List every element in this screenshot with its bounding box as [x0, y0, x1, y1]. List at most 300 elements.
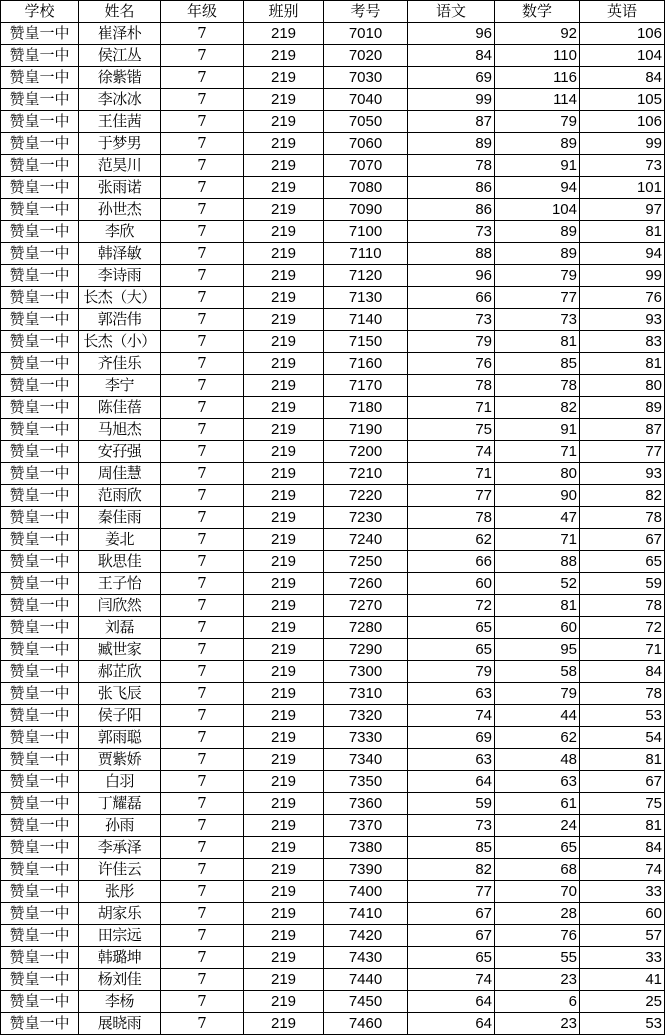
cell-grade[interactable]: 7: [161, 485, 244, 507]
cell-english[interactable]: 87: [580, 419, 665, 441]
cell-chinese[interactable]: 66: [408, 551, 495, 573]
cell-class[interactable]: 219: [244, 969, 324, 991]
cell-english[interactable]: 65: [580, 551, 665, 573]
cell-name[interactable]: 齐佳乐: [79, 353, 161, 375]
cell-chinese[interactable]: 79: [408, 331, 495, 353]
cell-math[interactable]: 48: [495, 749, 580, 771]
cell-grade[interactable]: 7: [161, 749, 244, 771]
cell-school[interactable]: 赞皇一中: [1, 353, 79, 375]
cell-school[interactable]: 赞皇一中: [1, 507, 79, 529]
cell-chinese[interactable]: 87: [408, 111, 495, 133]
cell-name[interactable]: 于梦男: [79, 133, 161, 155]
cell-math[interactable]: 89: [495, 243, 580, 265]
cell-school[interactable]: 赞皇一中: [1, 991, 79, 1013]
cell-name[interactable]: 姜北: [79, 529, 161, 551]
cell-school[interactable]: 赞皇一中: [1, 485, 79, 507]
cell-name[interactable]: 张彤: [79, 881, 161, 903]
cell-math[interactable]: 52: [495, 573, 580, 595]
cell-chinese[interactable]: 77: [408, 881, 495, 903]
cell-english[interactable]: 53: [580, 705, 665, 727]
cell-math[interactable]: 77: [495, 287, 580, 309]
cell-english[interactable]: 106: [580, 23, 665, 45]
cell-school[interactable]: 赞皇一中: [1, 89, 79, 111]
cell-class[interactable]: 219: [244, 287, 324, 309]
cell-exam-id[interactable]: 7210: [324, 463, 408, 485]
header-chinese[interactable]: 语文: [408, 1, 495, 23]
cell-school[interactable]: 赞皇一中: [1, 199, 79, 221]
cell-name[interactable]: 范昊川: [79, 155, 161, 177]
cell-math[interactable]: 55: [495, 947, 580, 969]
cell-exam-id[interactable]: 7290: [324, 639, 408, 661]
cell-exam-id[interactable]: 7370: [324, 815, 408, 837]
cell-name[interactable]: 孙雨: [79, 815, 161, 837]
cell-exam-id[interactable]: 7430: [324, 947, 408, 969]
cell-exam-id[interactable]: 7140: [324, 309, 408, 331]
cell-school[interactable]: 赞皇一中: [1, 309, 79, 331]
cell-school[interactable]: 赞皇一中: [1, 375, 79, 397]
cell-chinese[interactable]: 99: [408, 89, 495, 111]
cell-grade[interactable]: 7: [161, 903, 244, 925]
cell-grade[interactable]: 7: [161, 177, 244, 199]
cell-class[interactable]: 219: [244, 507, 324, 529]
cell-chinese[interactable]: 74: [408, 969, 495, 991]
cell-chinese[interactable]: 78: [408, 155, 495, 177]
cell-class[interactable]: 219: [244, 155, 324, 177]
cell-chinese[interactable]: 76: [408, 353, 495, 375]
cell-grade[interactable]: 7: [161, 727, 244, 749]
cell-english[interactable]: 105: [580, 89, 665, 111]
cell-grade[interactable]: 7: [161, 859, 244, 881]
cell-class[interactable]: 219: [244, 243, 324, 265]
cell-exam-id[interactable]: 7230: [324, 507, 408, 529]
cell-math[interactable]: 104: [495, 199, 580, 221]
cell-chinese[interactable]: 89: [408, 133, 495, 155]
cell-class[interactable]: 219: [244, 375, 324, 397]
cell-name[interactable]: 闫欣然: [79, 595, 161, 617]
cell-chinese[interactable]: 96: [408, 23, 495, 45]
cell-grade[interactable]: 7: [161, 375, 244, 397]
cell-english[interactable]: 77: [580, 441, 665, 463]
cell-class[interactable]: 219: [244, 45, 324, 67]
cell-chinese[interactable]: 64: [408, 1013, 495, 1035]
cell-english[interactable]: 25: [580, 991, 665, 1013]
cell-exam-id[interactable]: 7010: [324, 23, 408, 45]
cell-class[interactable]: 219: [244, 727, 324, 749]
cell-name[interactable]: 丁耀磊: [79, 793, 161, 815]
cell-english[interactable]: 94: [580, 243, 665, 265]
cell-grade[interactable]: 7: [161, 397, 244, 419]
cell-english[interactable]: 84: [580, 661, 665, 683]
cell-math[interactable]: 79: [495, 265, 580, 287]
header-grade[interactable]: 年级: [161, 1, 244, 23]
cell-math[interactable]: 116: [495, 67, 580, 89]
cell-english[interactable]: 33: [580, 881, 665, 903]
cell-grade[interactable]: 7: [161, 683, 244, 705]
cell-math[interactable]: 78: [495, 375, 580, 397]
cell-school[interactable]: 赞皇一中: [1, 441, 79, 463]
cell-name[interactable]: 郭浩伟: [79, 309, 161, 331]
cell-grade[interactable]: 7: [161, 529, 244, 551]
cell-english[interactable]: 99: [580, 133, 665, 155]
cell-math[interactable]: 80: [495, 463, 580, 485]
cell-english[interactable]: 78: [580, 507, 665, 529]
cell-english[interactable]: 74: [580, 859, 665, 881]
cell-name[interactable]: 长杰（大）: [79, 287, 161, 309]
cell-english[interactable]: 81: [580, 221, 665, 243]
cell-math[interactable]: 63: [495, 771, 580, 793]
cell-name[interactable]: 白羽: [79, 771, 161, 793]
cell-exam-id[interactable]: 7090: [324, 199, 408, 221]
cell-name[interactable]: 王子怡: [79, 573, 161, 595]
cell-class[interactable]: 219: [244, 617, 324, 639]
cell-school[interactable]: 赞皇一中: [1, 287, 79, 309]
cell-math[interactable]: 58: [495, 661, 580, 683]
cell-school[interactable]: 赞皇一中: [1, 397, 79, 419]
cell-name[interactable]: 李宁: [79, 375, 161, 397]
cell-grade[interactable]: 7: [161, 595, 244, 617]
cell-class[interactable]: 219: [244, 89, 324, 111]
cell-grade[interactable]: 7: [161, 287, 244, 309]
cell-exam-id[interactable]: 7130: [324, 287, 408, 309]
cell-english[interactable]: 59: [580, 573, 665, 595]
cell-school[interactable]: 赞皇一中: [1, 595, 79, 617]
cell-english[interactable]: 83: [580, 331, 665, 353]
cell-english[interactable]: 93: [580, 309, 665, 331]
cell-class[interactable]: 219: [244, 529, 324, 551]
cell-school[interactable]: 赞皇一中: [1, 793, 79, 815]
cell-grade[interactable]: 7: [161, 89, 244, 111]
cell-english[interactable]: 82: [580, 485, 665, 507]
cell-school[interactable]: 赞皇一中: [1, 463, 79, 485]
cell-class[interactable]: 219: [244, 705, 324, 727]
cell-name[interactable]: 杨刘佳: [79, 969, 161, 991]
cell-grade[interactable]: 7: [161, 947, 244, 969]
cell-math[interactable]: 89: [495, 133, 580, 155]
cell-chinese[interactable]: 66: [408, 287, 495, 309]
cell-class[interactable]: 219: [244, 683, 324, 705]
cell-class[interactable]: 219: [244, 199, 324, 221]
cell-class[interactable]: 219: [244, 1013, 324, 1035]
cell-math[interactable]: 70: [495, 881, 580, 903]
cell-school[interactable]: 赞皇一中: [1, 837, 79, 859]
cell-class[interactable]: 219: [244, 793, 324, 815]
cell-english[interactable]: 78: [580, 595, 665, 617]
cell-name[interactable]: 范雨欣: [79, 485, 161, 507]
cell-grade[interactable]: 7: [161, 771, 244, 793]
cell-math[interactable]: 60: [495, 617, 580, 639]
cell-school[interactable]: 赞皇一中: [1, 551, 79, 573]
cell-math[interactable]: 24: [495, 815, 580, 837]
cell-grade[interactable]: 7: [161, 705, 244, 727]
cell-chinese[interactable]: 75: [408, 419, 495, 441]
cell-exam-id[interactable]: 7400: [324, 881, 408, 903]
cell-name[interactable]: 张飞辰: [79, 683, 161, 705]
cell-grade[interactable]: 7: [161, 573, 244, 595]
cell-exam-id[interactable]: 7310: [324, 683, 408, 705]
cell-school[interactable]: 赞皇一中: [1, 969, 79, 991]
cell-class[interactable]: 219: [244, 573, 324, 595]
cell-school[interactable]: 赞皇一中: [1, 221, 79, 243]
header-exam-id[interactable]: 考号: [324, 1, 408, 23]
cell-school[interactable]: 赞皇一中: [1, 881, 79, 903]
cell-math[interactable]: 85: [495, 353, 580, 375]
cell-grade[interactable]: 7: [161, 507, 244, 529]
cell-class[interactable]: 219: [244, 815, 324, 837]
cell-exam-id[interactable]: 7050: [324, 111, 408, 133]
cell-grade[interactable]: 7: [161, 969, 244, 991]
cell-name[interactable]: 孙世杰: [79, 199, 161, 221]
cell-grade[interactable]: 7: [161, 881, 244, 903]
cell-grade[interactable]: 7: [161, 551, 244, 573]
cell-english[interactable]: 93: [580, 463, 665, 485]
cell-english[interactable]: 106: [580, 111, 665, 133]
cell-chinese[interactable]: 86: [408, 199, 495, 221]
cell-chinese[interactable]: 67: [408, 925, 495, 947]
header-school[interactable]: 学校: [1, 1, 79, 23]
cell-english[interactable]: 84: [580, 67, 665, 89]
cell-school[interactable]: 赞皇一中: [1, 573, 79, 595]
header-class[interactable]: 班别: [244, 1, 324, 23]
cell-grade[interactable]: 7: [161, 111, 244, 133]
cell-school[interactable]: 赞皇一中: [1, 23, 79, 45]
cell-chinese[interactable]: 79: [408, 661, 495, 683]
cell-grade[interactable]: 7: [161, 309, 244, 331]
cell-name[interactable]: 郝芷欣: [79, 661, 161, 683]
cell-chinese[interactable]: 64: [408, 991, 495, 1013]
cell-school[interactable]: 赞皇一中: [1, 705, 79, 727]
cell-english[interactable]: 73: [580, 155, 665, 177]
cell-exam-id[interactable]: 7100: [324, 221, 408, 243]
cell-chinese[interactable]: 65: [408, 639, 495, 661]
cell-class[interactable]: 219: [244, 661, 324, 683]
cell-class[interactable]: 219: [244, 771, 324, 793]
header-name[interactable]: 姓名: [79, 1, 161, 23]
cell-class[interactable]: 219: [244, 881, 324, 903]
cell-math[interactable]: 110: [495, 45, 580, 67]
cell-chinese[interactable]: 67: [408, 903, 495, 925]
cell-exam-id[interactable]: 7350: [324, 771, 408, 793]
cell-class[interactable]: 219: [244, 265, 324, 287]
cell-exam-id[interactable]: 7460: [324, 1013, 408, 1035]
cell-exam-id[interactable]: 7420: [324, 925, 408, 947]
cell-math[interactable]: 91: [495, 419, 580, 441]
cell-math[interactable]: 89: [495, 221, 580, 243]
cell-class[interactable]: 219: [244, 925, 324, 947]
cell-chinese[interactable]: 73: [408, 815, 495, 837]
cell-name[interactable]: 周佳慧: [79, 463, 161, 485]
cell-school[interactable]: 赞皇一中: [1, 331, 79, 353]
cell-english[interactable]: 53: [580, 1013, 665, 1035]
cell-chinese[interactable]: 85: [408, 837, 495, 859]
cell-english[interactable]: 33: [580, 947, 665, 969]
cell-english[interactable]: 54: [580, 727, 665, 749]
cell-school[interactable]: 赞皇一中: [1, 155, 79, 177]
cell-name[interactable]: 李欣: [79, 221, 161, 243]
cell-name[interactable]: 李承泽: [79, 837, 161, 859]
cell-math[interactable]: 79: [495, 683, 580, 705]
cell-name[interactable]: 田宗远: [79, 925, 161, 947]
cell-class[interactable]: 219: [244, 419, 324, 441]
cell-exam-id[interactable]: 7170: [324, 375, 408, 397]
cell-exam-id[interactable]: 7040: [324, 89, 408, 111]
cell-math[interactable]: 68: [495, 859, 580, 881]
cell-school[interactable]: 赞皇一中: [1, 727, 79, 749]
cell-exam-id[interactable]: 7190: [324, 419, 408, 441]
cell-name[interactable]: 安孖强: [79, 441, 161, 463]
cell-exam-id[interactable]: 7160: [324, 353, 408, 375]
cell-math[interactable]: 71: [495, 441, 580, 463]
cell-class[interactable]: 219: [244, 639, 324, 661]
cell-school[interactable]: 赞皇一中: [1, 815, 79, 837]
cell-chinese[interactable]: 69: [408, 67, 495, 89]
cell-exam-id[interactable]: 7120: [324, 265, 408, 287]
cell-name[interactable]: 李诗雨: [79, 265, 161, 287]
cell-chinese[interactable]: 59: [408, 793, 495, 815]
cell-school[interactable]: 赞皇一中: [1, 771, 79, 793]
cell-grade[interactable]: 7: [161, 331, 244, 353]
cell-math[interactable]: 65: [495, 837, 580, 859]
cell-english[interactable]: 72: [580, 617, 665, 639]
cell-grade[interactable]: 7: [161, 67, 244, 89]
cell-english[interactable]: 80: [580, 375, 665, 397]
cell-name[interactable]: 刘磊: [79, 617, 161, 639]
cell-school[interactable]: 赞皇一中: [1, 749, 79, 771]
cell-exam-id[interactable]: 7380: [324, 837, 408, 859]
cell-class[interactable]: 219: [244, 441, 324, 463]
cell-name[interactable]: 徐紫锴: [79, 67, 161, 89]
cell-class[interactable]: 219: [244, 331, 324, 353]
cell-name[interactable]: 贾紫娇: [79, 749, 161, 771]
cell-grade[interactable]: 7: [161, 639, 244, 661]
cell-name[interactable]: 李杨: [79, 991, 161, 1013]
cell-exam-id[interactable]: 7440: [324, 969, 408, 991]
cell-exam-id[interactable]: 7260: [324, 573, 408, 595]
cell-english[interactable]: 41: [580, 969, 665, 991]
cell-exam-id[interactable]: 7250: [324, 551, 408, 573]
cell-chinese[interactable]: 73: [408, 309, 495, 331]
cell-school[interactable]: 赞皇一中: [1, 925, 79, 947]
cell-exam-id[interactable]: 7060: [324, 133, 408, 155]
cell-english[interactable]: 60: [580, 903, 665, 925]
cell-grade[interactable]: 7: [161, 661, 244, 683]
cell-school[interactable]: 赞皇一中: [1, 243, 79, 265]
cell-exam-id[interactable]: 7030: [324, 67, 408, 89]
cell-english[interactable]: 67: [580, 529, 665, 551]
cell-chinese[interactable]: 63: [408, 749, 495, 771]
cell-chinese[interactable]: 72: [408, 595, 495, 617]
cell-math[interactable]: 94: [495, 177, 580, 199]
cell-exam-id[interactable]: 7390: [324, 859, 408, 881]
cell-grade[interactable]: 7: [161, 441, 244, 463]
cell-grade[interactable]: 7: [161, 23, 244, 45]
cell-chinese[interactable]: 73: [408, 221, 495, 243]
cell-math[interactable]: 71: [495, 529, 580, 551]
cell-math[interactable]: 28: [495, 903, 580, 925]
cell-school[interactable]: 赞皇一中: [1, 617, 79, 639]
cell-school[interactable]: 赞皇一中: [1, 419, 79, 441]
cell-english[interactable]: 71: [580, 639, 665, 661]
cell-exam-id[interactable]: 7180: [324, 397, 408, 419]
cell-chinese[interactable]: 71: [408, 463, 495, 485]
cell-english[interactable]: 89: [580, 397, 665, 419]
cell-math[interactable]: 114: [495, 89, 580, 111]
cell-math[interactable]: 88: [495, 551, 580, 573]
cell-exam-id[interactable]: 7150: [324, 331, 408, 353]
cell-english[interactable]: 99: [580, 265, 665, 287]
cell-school[interactable]: 赞皇一中: [1, 1013, 79, 1035]
cell-exam-id[interactable]: 7220: [324, 485, 408, 507]
cell-school[interactable]: 赞皇一中: [1, 45, 79, 67]
cell-grade[interactable]: 7: [161, 419, 244, 441]
cell-chinese[interactable]: 64: [408, 771, 495, 793]
cell-chinese[interactable]: 65: [408, 617, 495, 639]
cell-class[interactable]: 219: [244, 177, 324, 199]
cell-grade[interactable]: 7: [161, 199, 244, 221]
cell-class[interactable]: 219: [244, 111, 324, 133]
cell-name[interactable]: 胡家乐: [79, 903, 161, 925]
cell-english[interactable]: 76: [580, 287, 665, 309]
cell-school[interactable]: 赞皇一中: [1, 947, 79, 969]
cell-math[interactable]: 82: [495, 397, 580, 419]
cell-grade[interactable]: 7: [161, 991, 244, 1013]
cell-class[interactable]: 219: [244, 749, 324, 771]
cell-name[interactable]: 臧世家: [79, 639, 161, 661]
cell-english[interactable]: 84: [580, 837, 665, 859]
cell-english[interactable]: 104: [580, 45, 665, 67]
cell-exam-id[interactable]: 7080: [324, 177, 408, 199]
cell-name[interactable]: 李冰冰: [79, 89, 161, 111]
cell-chinese[interactable]: 78: [408, 375, 495, 397]
cell-math[interactable]: 81: [495, 595, 580, 617]
cell-grade[interactable]: 7: [161, 243, 244, 265]
cell-math[interactable]: 95: [495, 639, 580, 661]
cell-class[interactable]: 219: [244, 595, 324, 617]
cell-class[interactable]: 219: [244, 947, 324, 969]
cell-exam-id[interactable]: 7270: [324, 595, 408, 617]
cell-math[interactable]: 81: [495, 331, 580, 353]
cell-school[interactable]: 赞皇一中: [1, 265, 79, 287]
cell-chinese[interactable]: 62: [408, 529, 495, 551]
cell-exam-id[interactable]: 7200: [324, 441, 408, 463]
cell-name[interactable]: 王佳茜: [79, 111, 161, 133]
cell-exam-id[interactable]: 7110: [324, 243, 408, 265]
cell-math[interactable]: 62: [495, 727, 580, 749]
cell-class[interactable]: 219: [244, 67, 324, 89]
cell-grade[interactable]: 7: [161, 463, 244, 485]
cell-math[interactable]: 90: [495, 485, 580, 507]
cell-name[interactable]: 展晓雨: [79, 1013, 161, 1035]
cell-english[interactable]: 75: [580, 793, 665, 815]
cell-class[interactable]: 219: [244, 133, 324, 155]
cell-grade[interactable]: 7: [161, 45, 244, 67]
cell-class[interactable]: 219: [244, 353, 324, 375]
cell-chinese[interactable]: 86: [408, 177, 495, 199]
cell-chinese[interactable]: 60: [408, 573, 495, 595]
cell-grade[interactable]: 7: [161, 815, 244, 837]
cell-class[interactable]: 219: [244, 23, 324, 45]
cell-exam-id[interactable]: 7300: [324, 661, 408, 683]
cell-exam-id[interactable]: 7070: [324, 155, 408, 177]
cell-chinese[interactable]: 78: [408, 507, 495, 529]
cell-grade[interactable]: 7: [161, 221, 244, 243]
cell-math[interactable]: 47: [495, 507, 580, 529]
cell-exam-id[interactable]: 7330: [324, 727, 408, 749]
cell-math[interactable]: 6: [495, 991, 580, 1013]
cell-english[interactable]: 78: [580, 683, 665, 705]
cell-class[interactable]: 219: [244, 903, 324, 925]
cell-chinese[interactable]: 69: [408, 727, 495, 749]
cell-chinese[interactable]: 84: [408, 45, 495, 67]
